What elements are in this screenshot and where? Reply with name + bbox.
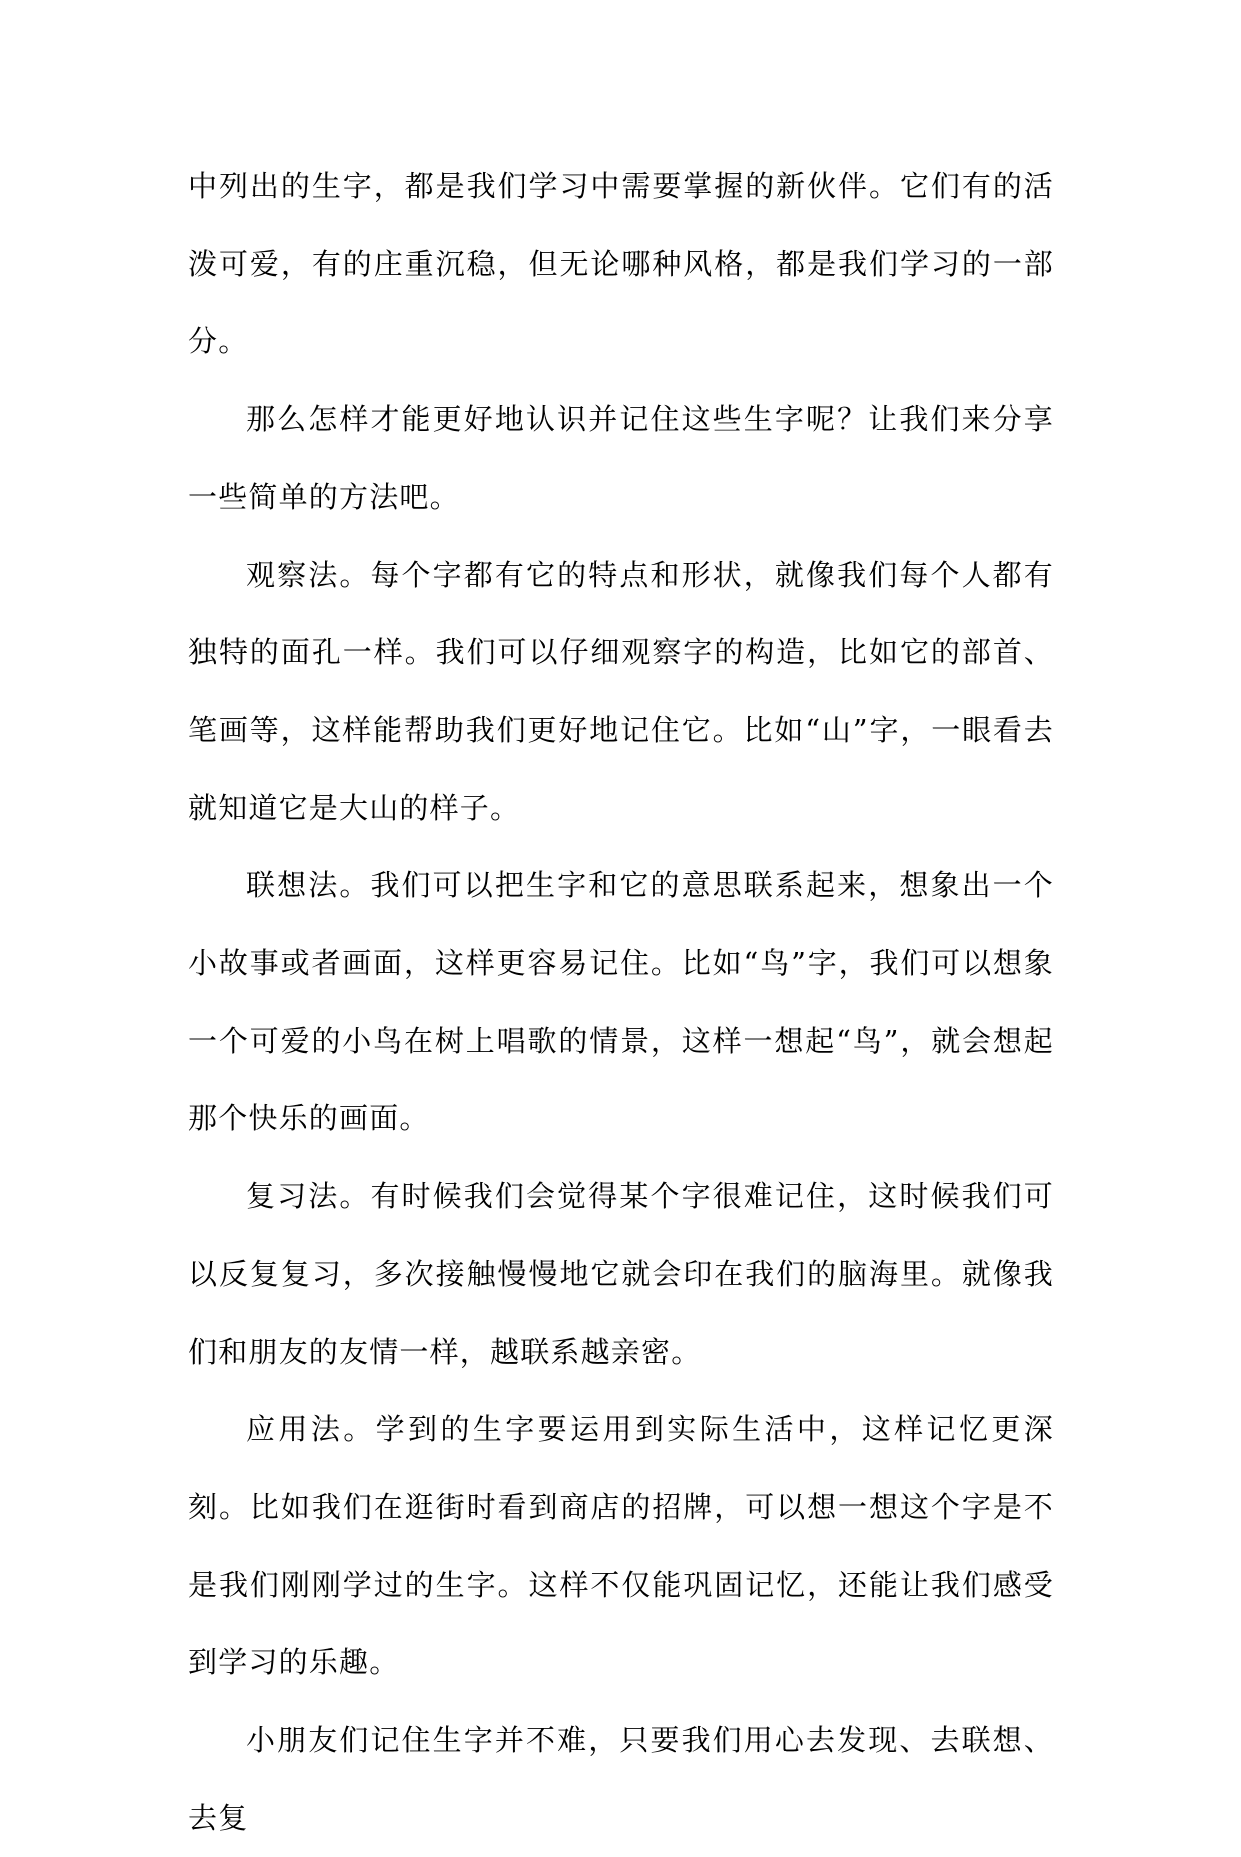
paragraph-conclusion: 小朋友们记住生字并不难，只要我们用心去发现、去联想、去复 [188,1723,1054,1835]
paragraph-review-method: 复习法。有时候我们会觉得某个字很难记住，这时候我们可以反复复习，多次接触慢慢地它就会印在我们的脑海里。就像我们和朋友的友情一样，越联系越亲密。 [188,1179,1054,1369]
paragraph-application-method: 应用法。学到的生字要运用到实际生活中，这样记忆更深刻。比如我们在逛街时看到商店的招牌，可以想一想这个字是不是我们刚刚学过的生字。这样不仅能巩固记忆，还能让我们感受到学习的乐趣。 [188,1412,1054,1680]
document-body [188,148,1054,1857]
paragraph-observation-method: 观察法。每个字都有它的特点和形状，就像我们每个人都有独特的面孔一样。我们可以仔细观察字的构造，比如它的部首、笔画等，这样能帮助我们更好地记住它。比如“山”字，一眼看去就知道它是大山的样子。 [188,557,1054,825]
paragraph-intro-question: 那么怎样才能更好地认识并记住这些生字呢？让我们来分享一些简单的方法吧。 [188,402,1054,514]
paragraph-association-method: 联想法。我们可以把生字和它的意思联系起来，想象出一个小故事或者画面，这样更容易记住。比如“鸟”字，我们可以想象一个可爱的小鸟在树上唱歌的情景，这样一想起“鸟”，就会想起那个快乐的画面。 [188,868,1054,1136]
paragraph-continuation: 中列出的生字，都是我们学习中需要掌握的新伙伴。它们有的活泼可爱，有的庄重沉稳，但无论哪种风格，都是我们学习的一部分。 [188,169,1054,359]
